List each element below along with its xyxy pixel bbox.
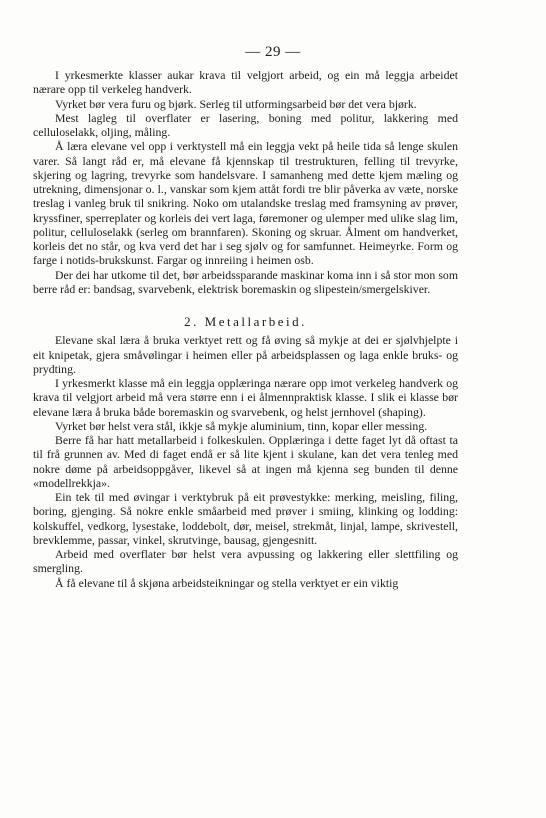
paragraph: Mest lagleg til overflater er lasering, boning med politur, lakkering med celluloselakk, oljing, måling. (33, 110, 458, 139)
paragraph: Vyrket bør vera furu og bjørk. Serleg til utformingsarbeid bør det vera bjørk. (55, 96, 417, 111)
paragraph: Arbeid med overflater bør helst vera avpussing og lakkering eller slettfiling og smergling. (33, 547, 458, 576)
paragraph: Å læra elevane vel opp i verktystell må ein leggja vekt på heile tida så lenge skulen varer. Så langt råd er, må elevane få kjennskap til trestrukturen, felling til trevyrke, skjering og lagring, trevyrke som handelsvare. I samanheng med dette kjem mæling og utrekning, dimensjonar o. l., vanskar som kjem attåt fordi tre blir påverka av væte, norske treslag i vanleg bruk til snikring. Noko om utalandske treslag med framsyning av prøver, kryssfiner, sperreplater og korleis dei vert laga, føremoner og ulemper med ulike slag lim, politur, celluloselakk (serleg om brannfaren). Skoning og skruar. Ålment om handverket, korleis det no står, og kva verd det har i seg sjølv og for samfunnet. Heimeyrke. Form og farge i notids-brukskunst. Fargar og innreiing i heimen osb. (33, 139, 458, 268)
paragraph: I yrkesmerkt klasse må ein leggja opplæringa nærare opp imot verkeleg handverk og krava til velgjort arbeid må vera større enn i ei ålmennpraktisk klasse. I slik ei klasse bør elevane læra å bruka både boremaskin og svarvebenk, og helst jernhovel (shaping). (33, 376, 458, 419)
paragraph: Å få elevane til å skjøna arbeidsteikningar og stella verktyet er ein viktig (55, 575, 399, 590)
paragraph: Der dei har utkome til det, bør arbeidssparande maskinar koma inn i så stor mon som berre råd er: bandsag, svarvebenk, elektrisk boremaskin og slipestein/smergelskiver. (33, 267, 458, 296)
paragraph: Elevane skal læra å bruka verktyet rett og få øving så mykje at dei er sjølvhjelpte i eit knipetak, gjera småvølingar i heimen eller på arbeidsplassen og laga enkle bruks- og prydting. (33, 333, 458, 376)
paragraph: I yrkesmerkte klasser aukar krava til velgjort arbeid, og ein må leggja arbeidet nærare opp til verkeleg handverk. (33, 68, 458, 97)
paragraph: Ein tek til med øvingar i verktybruk på eit prøvestykke: merking, meisling, filing, boring, gjenging. Så nokre enkle småarbeid med prøver i smiing, klinking og lodding: kolskuffel, vedkorg, lysestake, loddebolt, dør, meisel, strekmåt, linjal, lampe, skrivestell, brevklemme, passar, vinkel, skrutvinge, bausag, gjengesnitt. (33, 490, 458, 547)
paragraph: Vyrket bør helst vera stål, ikkje så mykje aluminium, tinn, kopar eller messing. (55, 418, 428, 433)
page-number: — 29 — (245, 44, 301, 60)
body-text (33, 68, 458, 590)
paragraph: Berre få har hatt metallarbeid i folkeskulen. Opplæringa i dette faget lyt då oftast ta til frå grunnen av. Med di faget endå er så lite kjent i skulane, kan det vera tenleg med nokre døme på arbeidsoppgåver, likevel så at ingen må kjenna seg bunden til denne «modellrekkja». (33, 433, 458, 490)
section-heading: 2. Metallarbeid. (184, 314, 307, 329)
